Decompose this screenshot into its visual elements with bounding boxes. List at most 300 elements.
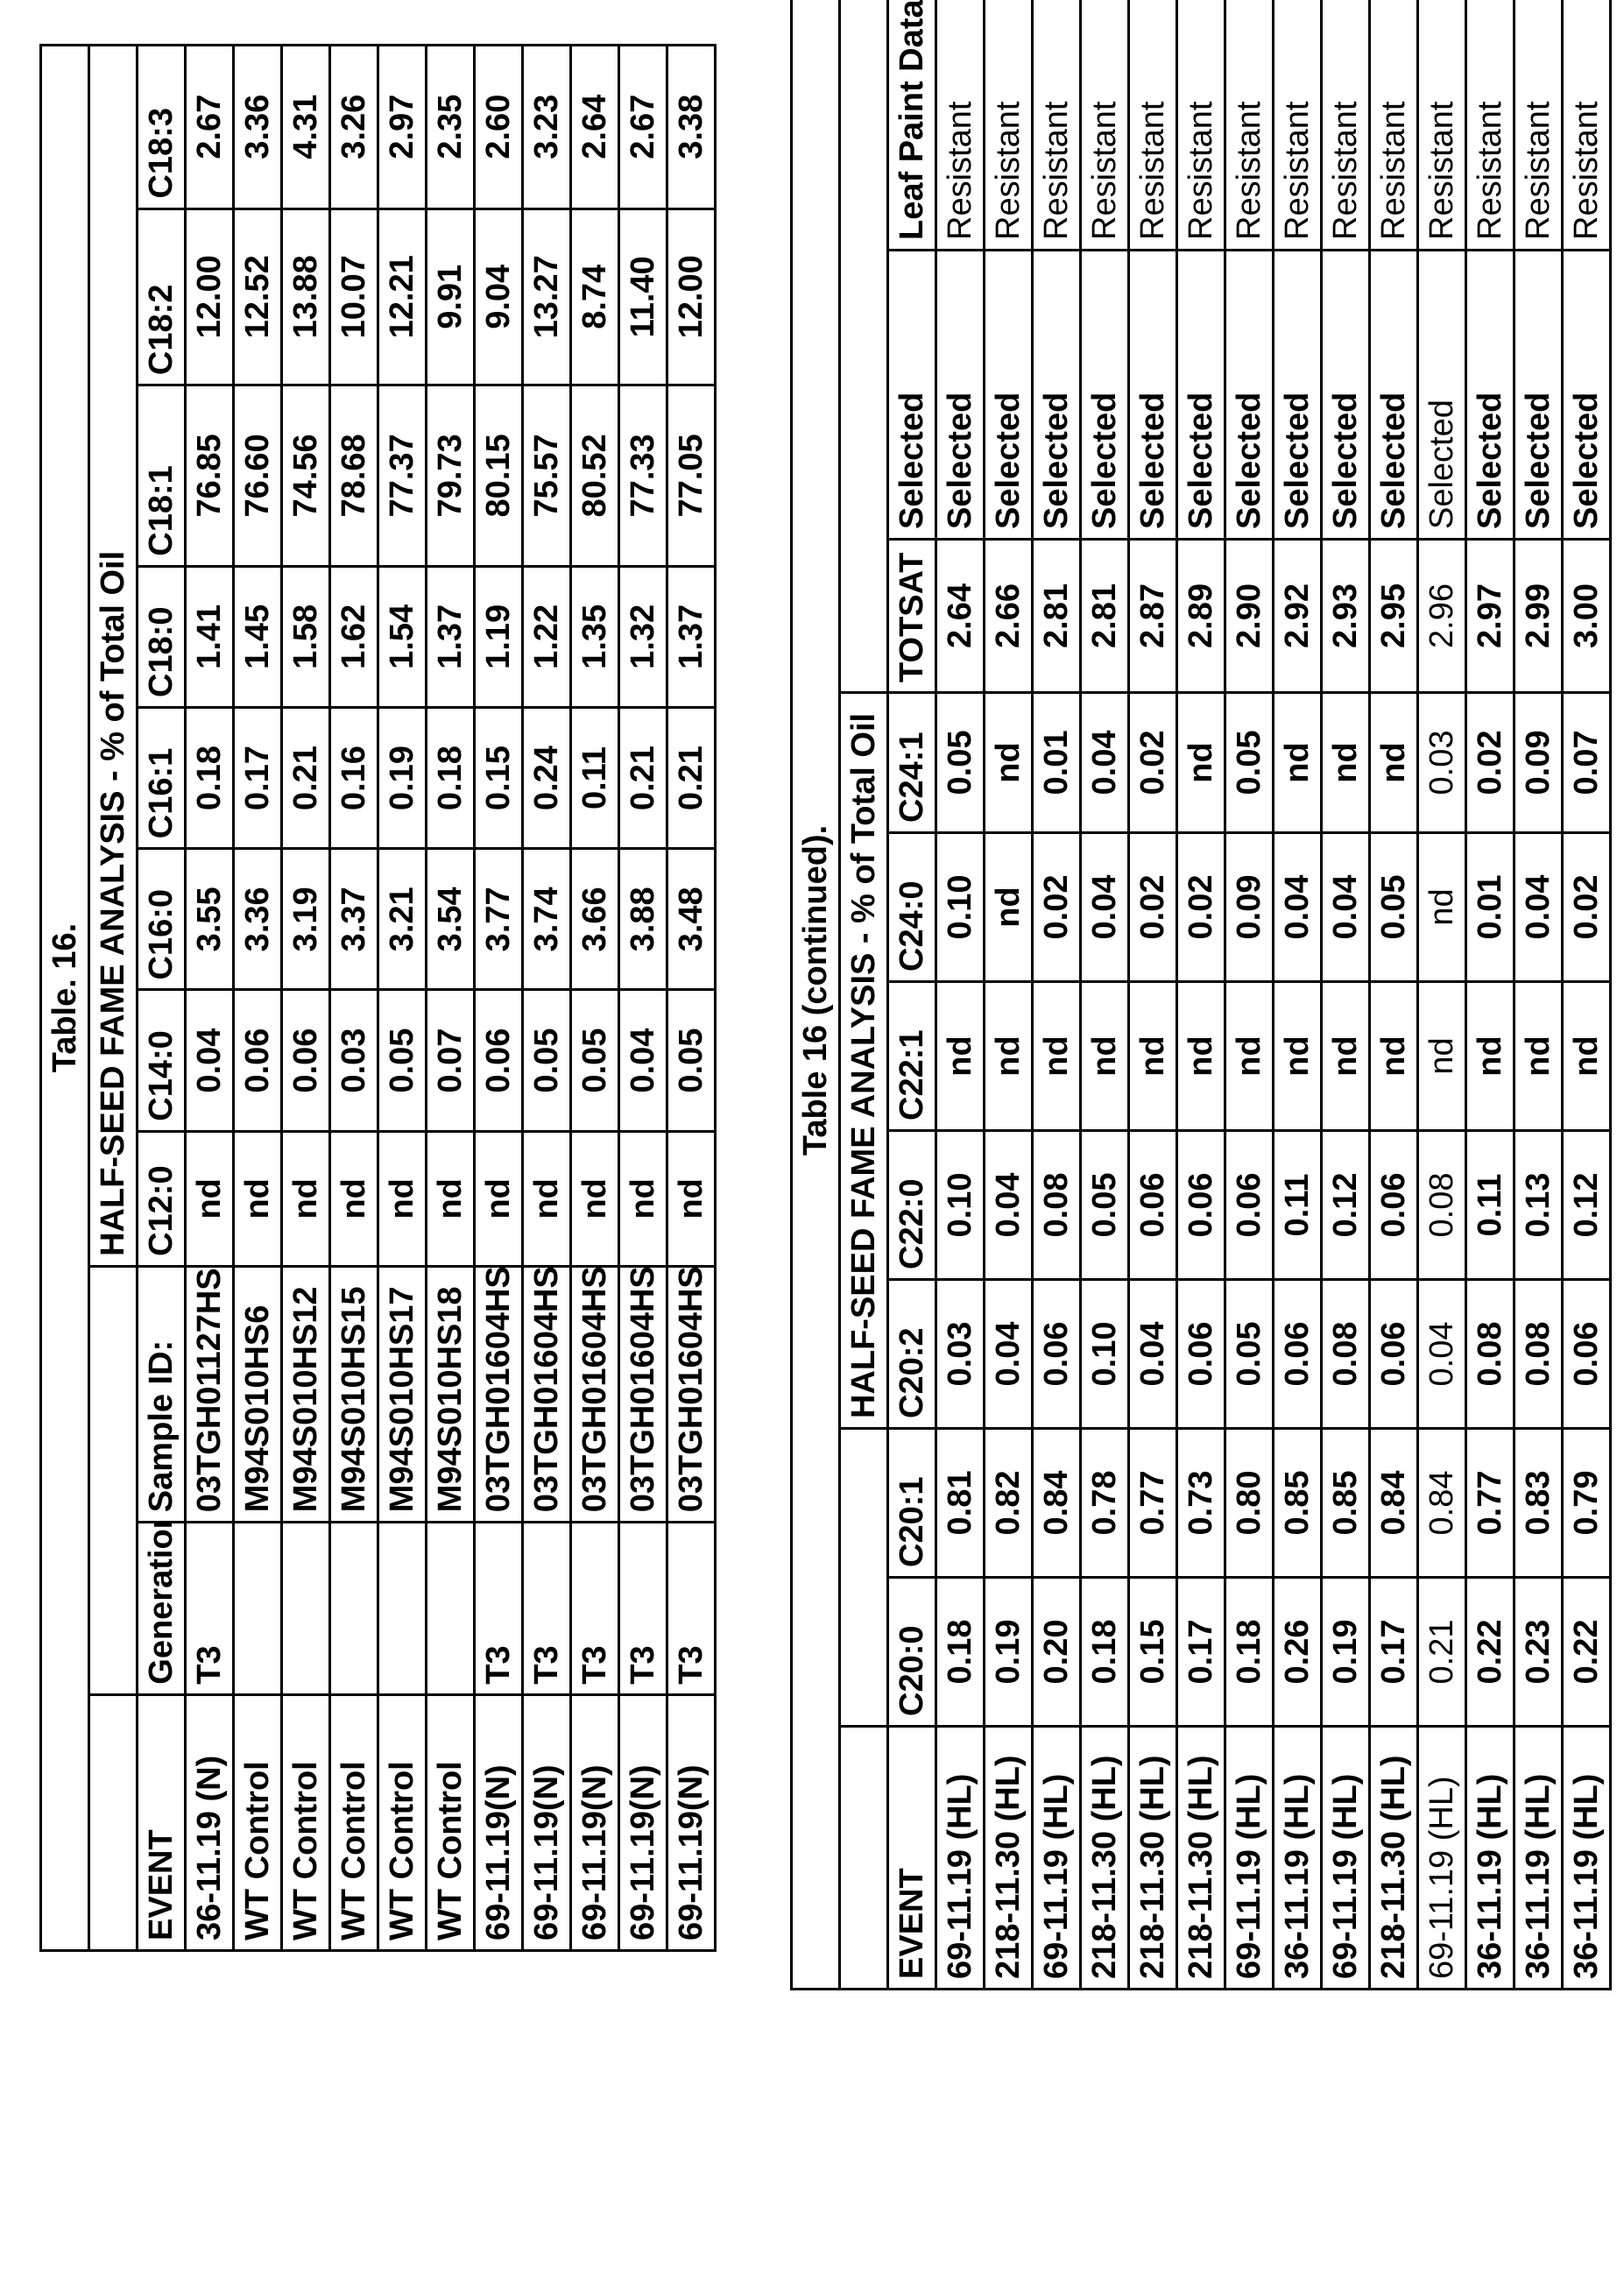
column-header: Leaf Paint Data	[888, 0, 936, 251]
table-cell: Selected	[1370, 251, 1418, 540]
table-cell: 69-11.19 (HL)	[1033, 1727, 1081, 1990]
table-cell: 78.68	[330, 385, 378, 567]
table-cell: 0.77	[1129, 1429, 1177, 1578]
table-cell: 0.04	[985, 1131, 1033, 1280]
table-cell: nd	[186, 1131, 234, 1266]
table-row	[523, 46, 571, 1951]
column-header: C20:0	[888, 1578, 936, 1727]
table-cell: nd	[1563, 982, 1611, 1131]
table-cell: nd	[234, 1131, 282, 1266]
table-cell: 0.05	[378, 990, 427, 1131]
table-row	[1418, 0, 1466, 1990]
table-cell: 0.78	[1081, 1429, 1129, 1578]
table-row	[1081, 0, 1129, 1990]
table-cell: 0.04	[1274, 833, 1322, 982]
table-cell: 0.06	[1370, 1280, 1418, 1429]
table-cell: 0.05	[571, 990, 619, 1131]
table-cell: 0.18	[186, 707, 234, 848]
table-cell: 69-11.19(N)	[475, 1694, 523, 1950]
table-cell: 2.67	[619, 46, 667, 209]
table-cell: 76.60	[234, 385, 282, 567]
table-cell: 77.05	[667, 385, 716, 567]
table-cell: 0.22	[1466, 1578, 1515, 1727]
table-cell: 0.03	[936, 1280, 985, 1429]
table-cell: Resistant	[1129, 0, 1177, 251]
table-cell: 2.35	[427, 46, 475, 209]
table-cell: 2.81	[1081, 540, 1129, 693]
table-row	[1466, 0, 1515, 1990]
table-cell: WT Control	[427, 1694, 475, 1950]
table-cell: 0.02	[1129, 833, 1177, 982]
table-cell: 0.17	[1177, 1578, 1225, 1727]
table-row	[1370, 0, 1418, 1990]
table-cell: 0.02	[1033, 833, 1081, 982]
table-cell: 0.80	[1225, 1429, 1274, 1578]
column-header: C22:1	[888, 982, 936, 1131]
table-cell: T3	[619, 1523, 667, 1695]
table-cell: 12.00	[667, 209, 716, 385]
column-header: C20:2	[888, 1280, 936, 1429]
table-row	[1225, 0, 1274, 1990]
table-cell: 12.52	[234, 209, 282, 385]
table-cell: 3.36	[234, 849, 282, 990]
table-cell: nd	[378, 1131, 427, 1266]
table-cell	[282, 1523, 330, 1695]
table-cell: 2.66	[985, 540, 1033, 693]
table-cell: 0.18	[427, 707, 475, 848]
table-cell: 36-11.19 (HL)	[1515, 1727, 1563, 1990]
table-cell: 0.22	[1563, 1578, 1611, 1727]
table-row	[1515, 0, 1563, 1990]
table-cell: Selected	[1225, 251, 1274, 540]
column-header: C18:0	[138, 566, 186, 707]
table-cell: 3.37	[330, 849, 378, 990]
table-cell: nd	[1515, 982, 1563, 1131]
table-cell: 0.84	[1418, 1429, 1466, 1578]
table-cell: 0.13	[1515, 1131, 1563, 1280]
table-cell: 3.26	[330, 46, 378, 209]
table-cell: WT Control	[282, 1694, 330, 1950]
table-cell: 0.04	[985, 1280, 1033, 1429]
table-cell: 0.05	[1225, 693, 1274, 833]
table-cell: 0.18	[936, 1578, 985, 1727]
table-cell: T3	[667, 1523, 716, 1695]
table-cell: 218-11.30 (HL)	[1370, 1727, 1418, 1990]
table-cell: 3.48	[667, 849, 716, 990]
column-header: C24:1	[888, 693, 936, 833]
table-row	[619, 46, 667, 1951]
table-cell: M94S010HS18	[427, 1266, 475, 1522]
table-cell: 0.85	[1322, 1429, 1370, 1578]
table-cell	[427, 1523, 475, 1695]
table-cell: 36-11.19 (N)	[186, 1694, 234, 1950]
table-cell: Resistant	[1322, 0, 1370, 251]
table-cell: 1.58	[282, 566, 330, 707]
table-cell: 0.03	[330, 990, 378, 1131]
table-cell: 03TGH01127HS18	[186, 1266, 234, 1522]
table-cell: Resistant	[936, 0, 985, 251]
table-cell: 0.23	[1515, 1578, 1563, 1727]
column-header: C14:0	[138, 990, 186, 1131]
table-cell: 0.04	[1322, 833, 1370, 982]
table-row	[1563, 0, 1611, 1990]
table-cell: 0.04	[1081, 693, 1129, 833]
table-cell	[378, 1523, 427, 1695]
table-cell: 0.01	[1033, 693, 1081, 833]
table-cell: 0.85	[1274, 1429, 1322, 1578]
blank-header	[89, 1694, 138, 1950]
table-cell: 0.01	[1466, 833, 1515, 982]
table-cell: nd	[1081, 982, 1129, 1131]
table-row	[475, 46, 523, 1951]
table-cell: 0.18	[1081, 1578, 1129, 1727]
table-cell: 3.77	[475, 849, 523, 990]
table-cell: Resistant	[1177, 0, 1225, 251]
table-cell: nd	[1418, 982, 1466, 1131]
table-cell: 0.08	[1418, 1131, 1466, 1280]
blank-header	[840, 1429, 888, 1727]
table-cell: Selected	[1081, 251, 1129, 540]
table-cell: 0.08	[1322, 1280, 1370, 1429]
table-cell: 0.08	[1033, 1131, 1081, 1280]
table-cell: Selected	[1129, 251, 1177, 540]
table-row	[667, 46, 716, 1951]
table-cell: 10.07	[330, 209, 378, 385]
column-header: C18:2	[138, 209, 186, 385]
column-header: C18:1	[138, 385, 186, 567]
table-cell	[330, 1523, 378, 1695]
table-cell: 0.06	[1177, 1280, 1225, 1429]
table-cell: 1.54	[378, 566, 427, 707]
table-cell: 0.11	[1466, 1131, 1515, 1280]
table-cell: T3	[523, 1523, 571, 1695]
table-cell: Resistant	[1370, 0, 1418, 251]
table-cell: nd	[1177, 982, 1225, 1131]
table-cell: 9.91	[427, 209, 475, 385]
table-cell: 2.97	[1466, 540, 1515, 693]
table-row	[186, 46, 234, 1951]
table-cell: 0.10	[936, 1131, 985, 1280]
table-cell: 80.52	[571, 385, 619, 567]
table-cell: 0.12	[1563, 1131, 1611, 1280]
table-cell: 74.56	[282, 385, 330, 567]
table-cell: Resistant	[1274, 0, 1322, 251]
table-cell: 0.06	[475, 990, 523, 1131]
table-cell: 0.06	[1563, 1280, 1611, 1429]
table-cell: 76.85	[186, 385, 234, 567]
table-cell: 0.06	[1225, 1131, 1274, 1280]
table-cell: 0.11	[571, 707, 619, 848]
table-cell: WT Control	[330, 1694, 378, 1950]
table-row	[330, 46, 378, 1951]
table-cell: 218-11.30 (HL)	[1177, 1727, 1225, 1990]
table-cell: 0.03	[1418, 693, 1466, 833]
table-cell: 0.79	[1563, 1429, 1611, 1578]
table-cell: 0.05	[667, 990, 716, 1131]
table-cell: 0.15	[1129, 1578, 1177, 1727]
table-cell: 1.19	[475, 566, 523, 707]
table-cell: M94S010HS17	[378, 1266, 427, 1522]
table-cell: 13.27	[523, 209, 571, 385]
table-cell: Resistant	[1225, 0, 1274, 251]
column-header: C22:0	[888, 1131, 936, 1280]
table-cell: nd	[985, 982, 1033, 1131]
table-cell: Selected	[1177, 251, 1225, 540]
table-cell: 0.84	[1370, 1429, 1418, 1578]
column-header: C16:1	[138, 707, 186, 848]
table-cell: 0.04	[1129, 1280, 1177, 1429]
table-cell: Selected	[1274, 251, 1322, 540]
table-cell: 1.37	[427, 566, 475, 707]
table-cell: 0.11	[1274, 1131, 1322, 1280]
table-cell: 36-11.19 (HL)	[1563, 1727, 1611, 1990]
table-cell: 1.45	[234, 566, 282, 707]
column-header: Sample ID:	[138, 1266, 186, 1522]
table-cell: 2.89	[1177, 540, 1225, 693]
table-cell: 1.35	[571, 566, 619, 707]
table-cell: 0.04	[1081, 833, 1129, 982]
table-cell: 0.02	[1129, 693, 1177, 833]
table-cell: 36-11.19 (HL)	[1274, 1727, 1322, 1990]
table-cell: 0.20	[1033, 1578, 1081, 1727]
blank-header	[840, 1727, 888, 1990]
table-cell: 2.92	[1274, 540, 1322, 693]
table-title: Table. 16.	[41, 46, 89, 1951]
table-cell: T3	[186, 1523, 234, 1695]
table-cell: T3	[571, 1523, 619, 1695]
table-cell: 1.62	[330, 566, 378, 707]
table-row	[1177, 0, 1225, 1990]
table-cell: 0.17	[1370, 1578, 1418, 1727]
table-cell: nd	[1274, 693, 1322, 833]
table-cell: 0.21	[667, 707, 716, 848]
table-cell: 69-11.19 (HL)	[1225, 1727, 1274, 1990]
table-cell: 218-11.30 (HL)	[1129, 1727, 1177, 1990]
table-title: Table 16 (continued).	[792, 0, 840, 1990]
table-cell: 3.55	[186, 849, 234, 990]
table-cell: 2.67	[186, 46, 234, 209]
table-cell: nd	[1370, 693, 1418, 833]
column-header: C16:0	[138, 849, 186, 990]
table-cell: 0.19	[378, 707, 427, 848]
table-cell: 69-11.19 (HL)	[936, 1727, 985, 1990]
table-cell: nd	[1033, 982, 1081, 1131]
table-cell: 3.19	[282, 849, 330, 990]
table-cell: 0.06	[282, 990, 330, 1131]
table-cell: 0.26	[1274, 1578, 1322, 1727]
column-header: TOTSAT	[888, 540, 936, 693]
table-cell: nd	[667, 1131, 716, 1266]
table-cell	[234, 1523, 282, 1695]
table-row	[378, 46, 427, 1951]
fame-table-16-continued	[790, 0, 1612, 1990]
table-cell: M94S010HS12	[282, 1266, 330, 1522]
rotated-page	[0, 0, 1624, 2276]
table-cell: 0.83	[1515, 1429, 1563, 1578]
column-header: EVENT	[138, 1694, 186, 1950]
table-cell: 2.87	[1129, 540, 1177, 693]
table-cell: 0.02	[1563, 833, 1611, 982]
table-cell: 0.04	[619, 990, 667, 1131]
table-cell: 12.21	[378, 209, 427, 385]
table-cell: nd	[523, 1131, 571, 1266]
table-cell: 1.32	[619, 566, 667, 707]
table-cell: 0.06	[1033, 1280, 1081, 1429]
table-cell: nd	[571, 1131, 619, 1266]
table-cell: 03TGH01604HS8	[571, 1266, 619, 1522]
table-cell: Selected	[1563, 251, 1611, 540]
table-cell: 69-11.19(N)	[619, 1694, 667, 1950]
table-cell: Resistant	[1515, 0, 1563, 251]
table-cell: 2.93	[1322, 540, 1370, 693]
table-cell: Resistant	[1563, 0, 1611, 251]
table-cell: 0.73	[1177, 1429, 1225, 1578]
table-cell: nd	[1370, 982, 1418, 1131]
table-cell: 218-11.30 (HL)	[985, 1727, 1033, 1990]
blank-header	[840, 0, 888, 693]
table-cell: 0.04	[186, 990, 234, 1131]
table-cell: nd	[1322, 982, 1370, 1131]
table-row	[282, 46, 330, 1951]
table-cell: 2.99	[1515, 540, 1563, 693]
table-cell: 0.10	[936, 833, 985, 982]
table-cell: 0.06	[1177, 1131, 1225, 1280]
table-row	[234, 46, 282, 1951]
table-cell: 0.07	[427, 990, 475, 1131]
table-cell: 3.66	[571, 849, 619, 990]
table-row	[936, 0, 985, 1990]
table-cell: 0.02	[1466, 693, 1515, 833]
table-cell: 0.12	[1322, 1131, 1370, 1280]
column-header: C18:3	[138, 46, 186, 209]
table-cell: 0.07	[1563, 693, 1611, 833]
table-cell: 0.06	[234, 990, 282, 1131]
table-cell: 36-11.19 (HL)	[1466, 1727, 1515, 1990]
table-cell: WT Control	[378, 1694, 427, 1950]
column-header: Generation	[138, 1523, 186, 1695]
table-cell: 69-11.19(N)	[667, 1694, 716, 1950]
table-cell: 11.40	[619, 209, 667, 385]
table-cell: Selected	[936, 251, 985, 540]
table-cell: 0.10	[1081, 1280, 1129, 1429]
table-cell: 03TGH01604HS2	[475, 1266, 523, 1522]
table-row	[1322, 0, 1370, 1990]
table-cell: 218-11.30 (HL)	[1081, 1727, 1129, 1990]
table-cell: 3.36	[234, 46, 282, 209]
table-cell: 2.64	[936, 540, 985, 693]
table-cell: nd	[985, 693, 1033, 833]
table-cell: 77.33	[619, 385, 667, 567]
table-cell: WT Control	[234, 1694, 282, 1950]
table-cell: 2.95	[1370, 540, 1418, 693]
table-cell: 4.31	[282, 46, 330, 209]
table-cell: nd	[330, 1131, 378, 1266]
table-cell: T3	[475, 1523, 523, 1695]
table-cell: 2.60	[475, 46, 523, 209]
table-cell: 79.73	[427, 385, 475, 567]
table-cell: 0.06	[1129, 1131, 1177, 1280]
table-row	[571, 46, 619, 1951]
table-cell: 2.81	[1033, 540, 1081, 693]
table-cell: 0.82	[985, 1429, 1033, 1578]
table-cell: nd	[1322, 693, 1370, 833]
table-cell: 2.96	[1418, 540, 1466, 693]
table-cell: 3.54	[427, 849, 475, 990]
table-cell: nd	[619, 1131, 667, 1266]
table-cell: 75.57	[523, 385, 571, 567]
table-cell: 0.16	[330, 707, 378, 848]
table-cell: 3.21	[378, 849, 427, 990]
table-cell: 0.02	[1177, 833, 1225, 982]
table-cell: Selected	[1466, 251, 1515, 540]
table-cell: 0.19	[1322, 1578, 1370, 1727]
table-cell: 0.81	[936, 1429, 985, 1578]
table-cell: 0.21	[1418, 1578, 1466, 1727]
table-cell: 0.05	[936, 693, 985, 833]
table-cell: 8.74	[571, 209, 619, 385]
table-cell: 13.88	[282, 209, 330, 385]
table-cell: 69-11.19(N)	[571, 1694, 619, 1950]
table-cell: 0.21	[282, 707, 330, 848]
table-cell: nd	[1274, 982, 1322, 1131]
table-cell: 0.15	[475, 707, 523, 848]
table-cell: 2.90	[1225, 540, 1274, 693]
group-header: HALF-SEED FAME ANALYSIS - % of Total Oil	[840, 693, 888, 1429]
table-cell: nd	[1225, 982, 1274, 1131]
table-cell: 9.04	[475, 209, 523, 385]
table-cell: 3.23	[523, 46, 571, 209]
table-cell: 0.17	[234, 707, 282, 848]
table-cell: Resistant	[1081, 0, 1129, 251]
table-cell: Selected	[1418, 251, 1466, 540]
table-cell: 80.15	[475, 385, 523, 567]
table-cell: 2.97	[378, 46, 427, 209]
table-cell: 0.06	[1274, 1280, 1322, 1429]
table-cell: nd	[1177, 693, 1225, 833]
table-cell: 0.09	[1225, 833, 1274, 982]
table-cell: Selected	[1515, 251, 1563, 540]
table-cell: 0.77	[1466, 1429, 1515, 1578]
table-cell: 0.08	[1466, 1280, 1515, 1429]
blank-header	[89, 1266, 138, 1694]
table-cell: Selected	[985, 251, 1033, 540]
table-cell: nd	[282, 1131, 330, 1266]
table-cell: 0.04	[1515, 833, 1563, 982]
table-cell: 69-11.19 (HL)	[1322, 1727, 1370, 1990]
column-header: Selected	[888, 251, 936, 540]
table-cell: 03TGH01604HS6	[523, 1266, 571, 1522]
column-header: C20:1	[888, 1429, 936, 1578]
table-cell: M94S010HS15	[330, 1266, 378, 1522]
table-cell: 0.21	[619, 707, 667, 848]
table-cell: Resistant	[1033, 0, 1081, 251]
table-row	[427, 46, 475, 1951]
table-cell: 0.08	[1515, 1280, 1563, 1429]
table-cell: 03TGH01604HS9	[619, 1266, 667, 1522]
table-row	[985, 0, 1033, 1990]
table-cell: nd	[936, 982, 985, 1131]
table-cell: nd	[1418, 833, 1466, 982]
table-cell: 0.05	[1081, 1131, 1129, 1280]
table-cell: Resistant	[985, 0, 1033, 251]
column-header: C24:0	[888, 833, 936, 982]
table-cell: nd	[1129, 982, 1177, 1131]
table-cell: 0.05	[1370, 833, 1418, 982]
table-cell: 1.37	[667, 566, 716, 707]
table-cell: 0.05	[1225, 1280, 1274, 1429]
table-cell: 1.22	[523, 566, 571, 707]
table-cell: 0.24	[523, 707, 571, 848]
